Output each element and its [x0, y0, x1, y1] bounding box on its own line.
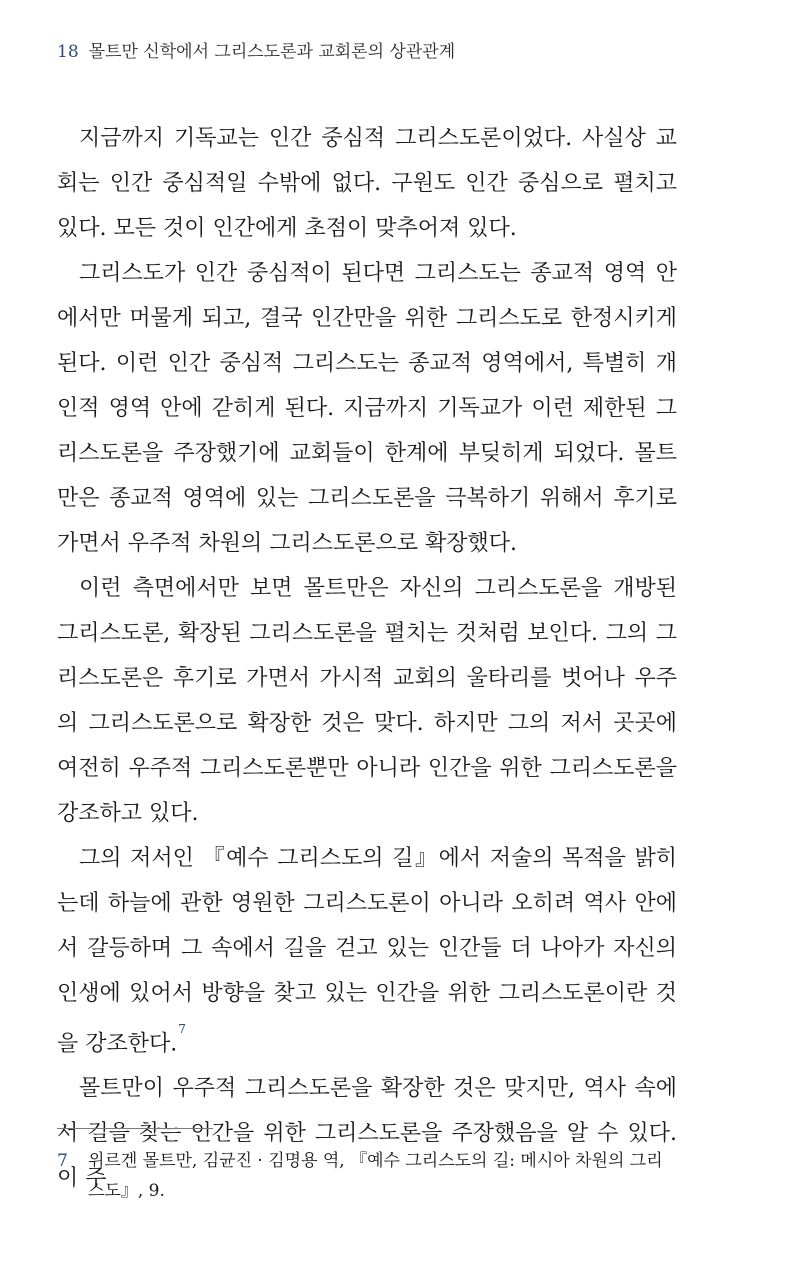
footnote-text: 위르겐 몰트만, 김균진 · 김명용 역, 『예수 그리스도의 길: 메시아 차원의 그리스도』, 9.: [88, 1151, 663, 1201]
body-text: [57, 116, 677, 1201]
paragraph-text: 몰트만이 우주적 그리스도론을 확장한 것은 맞지만, 역사 속에서 길을 찾는 인간을 위한 그리스도론을 주장했음을 알 수 있다. 이 주: [57, 1076, 677, 1192]
paragraph: [57, 836, 677, 1066]
footnote: [57, 1146, 677, 1206]
running-title: 몰트만 신학에서 그리스도론과 교회론의 상관관계: [88, 42, 456, 62]
paragraph: [57, 116, 677, 251]
footnote-reference[interactable]: 7: [178, 1022, 186, 1036]
running-header: [57, 40, 455, 64]
paragraph-text: 지금까지 기독교는 인간 중심적 그리스도론이었다. 사실상 교회는 인간 중심적일 수밖에 없다. 구원도 인간 중심으로 펼치고 있다. 모든 것이 인간에게 초점이 맞추어져 있다.: [57, 126, 677, 241]
page-number: 18: [57, 42, 79, 62]
footnote-divider: [57, 1128, 213, 1129]
paragraph-text: 그리스도가 인간 중심적이 된다면 그리스도는 종교적 영역 안에서만 머물게 되고, 결국 인간만을 위한 그리스도로 한정시키게 된다. 이런 인간 중심적 그리스도는 종교적 영역에서, 특별히 개인적 영역 안에 갇히게 된다. 지금까지 기독교가 이런 제한된 그리스도론을 주장했기에 교회들이 한계에 부딪히게 되었다. 몰트만은 종교적 영역에 있는 그리스도론을 극복하기 위해서 후기로 가면서 우주적 차원의 그리스도론으로 확장했다.: [57, 261, 677, 556]
paragraph-text: 이런 측면에서만 보면 몰트만은 자신의 그리스도론을 개방된 그리스도론, 확장된 그리스도론을 펼치는 것처럼 보인다. 그의 그리스도론은 후기로 가면서 가시적 교회의 울타리를 벗어나 우주의 그리스도론으로 확장한 것은 맞다. 하지만 그의 저서 곳곳에 여전히 우주적 그리스도론뿐만 아니라 인간을 위한 그리스도론을 강조하고 있다.: [57, 576, 677, 826]
footnote-number: 7: [57, 1151, 68, 1171]
paragraph: [57, 251, 677, 566]
paragraph: [57, 566, 677, 836]
paragraph-text: 그의 저서인 『예수 그리스도의 길』에서 저술의 목적을 밝히는데 하늘에 관한 영원한 그리스도론이 아니라 오히려 역사 안에서 갈등하며 그 속에서 길을 걷고 있는 인간들 더 나아가 자신의 인생에 있어서 방향을 찾고 있는 인간을 위한 그리스도론이란 것을 강조한다.: [57, 846, 677, 1057]
